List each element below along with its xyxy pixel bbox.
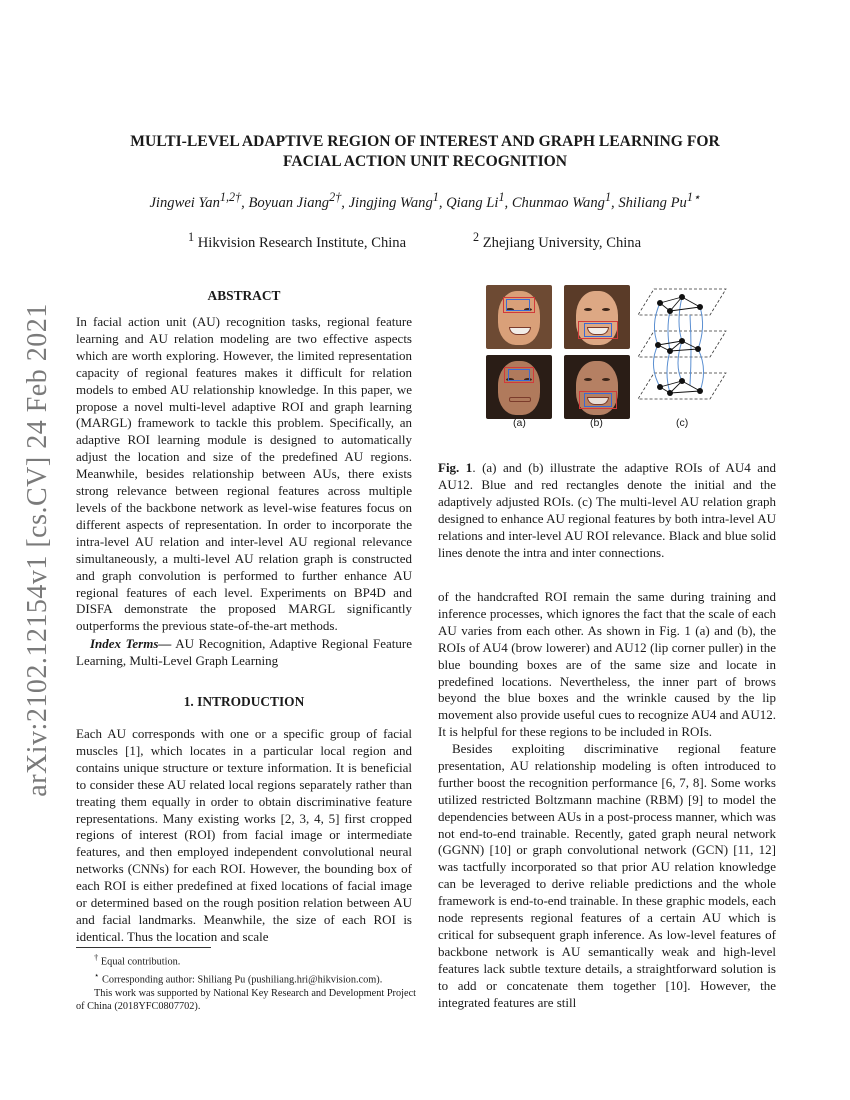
adaptive-roi-box bbox=[503, 297, 535, 313]
graph-level-plane bbox=[638, 373, 726, 399]
face-image bbox=[564, 355, 630, 419]
figure-caption-text: . (a) and (b) illustrate the adaptive ROIs of AU4 and AU12. Blue and red rectangles denote the initial and the adaptively adjusted ROIs. (c) The multi-level AU relation graph designed to enhance AU regional features by both intra-level AU relations and inter-level AU ROI relevance. Black and blue solid lines denote the intra and inter connections. bbox=[438, 460, 776, 560]
affiliation-2: $^2$ Zhejiang University, China bbox=[473, 230, 642, 251]
adaptive-roi-box bbox=[504, 367, 534, 383]
arxiv-identifier-text: arXiv:2102.12154v1 [cs.CV] 24 Feb 2021 bbox=[22, 303, 53, 797]
paper-title bbox=[60, 132, 790, 172]
figure-label-b: (b) bbox=[590, 417, 603, 429]
paper-title-line-2: FACIAL ACTION UNIT RECOGNITION bbox=[282, 153, 568, 170]
introduction-heading: 1. INTRODUCTION bbox=[183, 694, 305, 709]
footnote-corresponding: ⋆ Corresponding author: Shiliang Pu (pushiliang.hri@hikvision.com). bbox=[94, 969, 383, 986]
figure-label-c: (c) bbox=[676, 417, 689, 429]
figure-1 bbox=[486, 285, 786, 430]
author: Qiang Li$^1$ bbox=[446, 190, 505, 211]
right-column-paragraph-2: Besides exploiting discriminative regional feature presentation, AU relationship modeling is often introduced to further boost the recognition performance [6, 7, 8]. Some works utilized restricted Boltzmann machine (RBM) [9] to model the dependencies between AUs in a post-process manner, which was not end-to-end trainable. Recently, gated graph neural network (GGNN) [10] or graph convolutional network (GCN) [11, 12] was tactfully incorporated so that prior AU relation knowledge can be leveraged to derive reliable predictions and the whole framework is end-to-end trainable. In these graphic models, each node represents regional features of a certain AU which is critical for subsequent graph inference. As low-level features of backbone network is AU semantically weak and high-level features lack subtle texture details, a straightforward solution is to add or concatenate them together [10]. However, the integrated features are still bbox=[438, 741, 776, 1010]
adaptive-roi-box bbox=[579, 391, 617, 409]
footnotes bbox=[76, 951, 416, 1013]
abstract-text: In facial action unit (AU) recognition tasks, regional feature learning and AU relation modeling are two effective aspects which are worth exploring. However, the limited representation capacity of regional features makes it difficult for relation models to embed AU relationship knowledge. In this paper, we propose a novel multi-level adaptive ROI and graph learning (MARGL) framework to tackle this problem. Specifically, an adaptive ROI learning module is designed to automatically adjust the location and size of the predefined AU regions. Meanwhile, besides relationship between AUs, there exists strong relevance between regional features across multiple levels of the backbone network as level-wise features focus on different aspects of representation. In order to incorporate the intra-level AU relation and inter-level AU regional relevance simultaneously, a multi-level AU relation graph is constructed and graph convolution is performed to further enhance AU regional features of each level. Experiments on BP4D and DISFA demonstrate the proposed MARGL significantly outperforms the previous state-of-the-art methods. bbox=[76, 314, 412, 634]
face-image bbox=[486, 355, 552, 419]
graph-level-plane bbox=[638, 289, 726, 315]
abstract-heading: ABSTRACT bbox=[207, 288, 281, 303]
right-column-paragraph-1: of the handcrafted ROI remain the same during training and inference processes, which ignores the fact that the scale of each AU varies from each other. As shown in Fig. 1 (a) and (b), the ROIs of AU4 (brow lowerer) and AU12 (lip corner puller) in the blue bounding boxes are of the same size and locate in predefined locations. Nevertheless, the inner part of brows beyond the blue boxes and the wrinkle caused by the lip movement also provide useful cues to recognize AU4 and AU12. It is helpful for these regions to be included in ROIs. bbox=[438, 589, 776, 740]
paper-title-line-1: MULTI-LEVEL ADAPTIVE REGION OF INTEREST AND GRAPH LEARNING FOR bbox=[130, 133, 720, 150]
author-list: Jingwei Yan$^{1,2\dagger}$, Boyuan Jiang$^{2\dagger}$, Jingjing Wang$^1$, Qiang Li$^1$, Chunmao Wang$^1$, Shiliang $Pu^{1⋆}$ bbox=[149, 190, 701, 211]
affiliation-1: $^1$ Hikvision Research Institute, China bbox=[188, 230, 407, 251]
face-image bbox=[486, 285, 552, 349]
index-terms-label: Index Terms— bbox=[90, 636, 172, 651]
footnote-rule bbox=[76, 947, 211, 948]
author: Chunmao Wang$^1$ bbox=[511, 190, 612, 211]
footnote-funding: This work was supported by National Key Research and Development Project of China (2018YFC0807702). bbox=[76, 987, 416, 1013]
adaptive-roi-box bbox=[578, 321, 618, 339]
footnote-equal: † Equal contribution. bbox=[94, 952, 181, 968]
author: Jingwei Yan$^{1,2\dagger}$ bbox=[149, 190, 242, 211]
figure-label-a: (a) bbox=[513, 417, 526, 429]
author: Boyuan Jiang$^{2\dagger}$ bbox=[248, 190, 342, 211]
face-image bbox=[564, 285, 630, 349]
author: Shiliang $Pu^{1⋆}$ bbox=[618, 190, 701, 211]
intra-level-edges bbox=[658, 297, 700, 393]
figure-caption-label: Fig. 1 bbox=[438, 460, 473, 475]
index-terms-text: AU Recognition, Adaptive Regional Feature Learning, Multi-Level Graph Learning bbox=[76, 636, 412, 668]
figure-1-caption bbox=[438, 460, 776, 561]
index-terms bbox=[76, 636, 412, 670]
graph-nodes bbox=[655, 294, 703, 396]
introduction-text: Each AU corresponds with one or a specific group of facial muscles [1], which locates in a particular local region and contains unique structure or texture information. It is beneficial to consider these AU related local regions separately rather than treating them equally in order to obtain discriminative feature representations. Many existing works [2, 3, 4, 5] first cropped regions of interest (ROI) from facial image or intermediate features, and then employed independent convolutional neural networks (CNNs) for each ROI. However, the bounding box of each ROI is either predefined at fixed locations of facial image or determined based on the rough position relation between AU and facial landmarks. Meanwhile, the size of each ROI is identical. Thus the location and scale bbox=[76, 726, 412, 944]
arxiv-identifier bbox=[18, 295, 58, 805]
author: Jingjing Wang$^1$ bbox=[348, 190, 439, 211]
multi-level-graph-diagram bbox=[636, 285, 731, 415]
